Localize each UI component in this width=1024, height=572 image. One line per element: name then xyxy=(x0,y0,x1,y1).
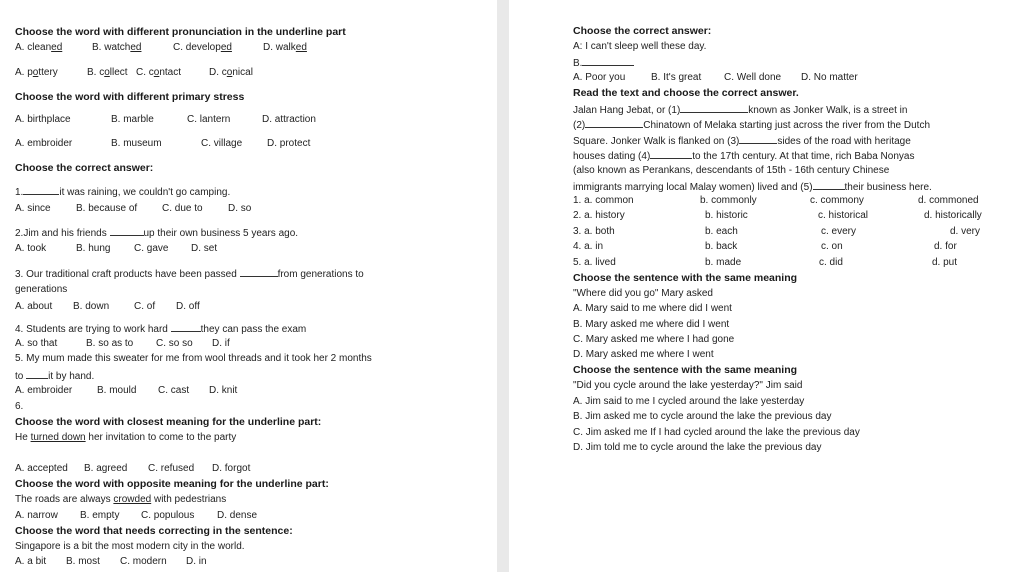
option-c: C. Well done xyxy=(724,72,782,83)
question-6-number: 6. xyxy=(15,401,24,412)
option-d: D. in xyxy=(186,556,207,567)
option-b: B. because of xyxy=(76,203,138,214)
dialog-line-b: B. xyxy=(573,56,634,70)
passage-line: Square. Jonker Walk is flanked on (3) sides of the road with heritage xyxy=(573,136,911,147)
option-row-3-c: c. every xyxy=(821,226,857,237)
question-4-text: 4. Students are trying to work hard they can pass the exam xyxy=(15,324,307,335)
option-b: B. mould xyxy=(97,385,137,396)
option-row-2-d: d. historically xyxy=(924,210,982,221)
answer-blank xyxy=(110,226,144,236)
passage-line: houses dating (4) to the 17th century. At that time, rich Baba Nonyas xyxy=(573,151,915,162)
option-a: A. a bit xyxy=(15,556,47,567)
answer-blank xyxy=(739,134,777,144)
option-a: A. took xyxy=(15,243,47,254)
option-a: A. accepted xyxy=(15,463,68,474)
dialog-line-a: A: I can't sleep well these day. xyxy=(573,41,707,52)
option-d: D. if xyxy=(212,338,230,349)
option-c: C. village xyxy=(201,138,243,149)
heading-stress: Choose the word with different primary stress xyxy=(15,91,245,103)
closest-meaning-sentence: He turned down her invitation to come to the party xyxy=(15,432,237,443)
question-5-text: 5. My mum made this sweater for me from wool threads and it took her 2 months xyxy=(15,353,372,364)
option-c: C. refused xyxy=(148,463,195,474)
option-b: B. watched xyxy=(92,42,142,53)
option-row-1-d: d. commoned xyxy=(918,195,979,206)
option-row-5-b: b. made xyxy=(705,257,742,268)
heading-pronunciation: Choose the word with different pronunciation in the underline part xyxy=(15,26,346,38)
option-d: D. Mary asked me where I went xyxy=(573,349,714,360)
option-c: C. populous xyxy=(141,510,195,521)
option-a: A. pottery xyxy=(15,67,58,78)
same-meaning-1-question: "Where did you go" Mary asked xyxy=(573,288,713,299)
option-a: A. so that xyxy=(15,338,58,349)
option-row-5-d: d. put xyxy=(932,257,958,268)
option-d: D. knit xyxy=(209,385,238,396)
option-d: D. so xyxy=(228,203,252,214)
option-c: C. due to xyxy=(162,203,203,214)
option-a: A. embroider xyxy=(15,138,73,149)
passage-line: immigrants marrying local Malay women) lived and (5) their business here. xyxy=(573,182,932,193)
question-3-text: 3. Our traditional craft products have been passed from generations to xyxy=(15,269,364,280)
option-b: B. marble xyxy=(111,114,154,125)
question-3-text-cont: generations xyxy=(15,284,68,295)
option-b: B. most xyxy=(66,556,100,567)
option-a: A. cleaned xyxy=(15,42,63,53)
answer-blank xyxy=(585,118,643,128)
passage-line: (2) Chinatown of Melaka starting just across the river from the Dutch xyxy=(573,120,931,131)
option-b: B. agreed xyxy=(84,463,128,474)
option-row-3-a: 3. a. both xyxy=(573,226,615,237)
worksheet-page-right xyxy=(509,0,1024,572)
option-row-3-d: d. very xyxy=(950,226,981,237)
answer-blank xyxy=(582,56,634,66)
option-b: B. Jim asked me to cycle around the lake the previous day xyxy=(573,411,832,422)
option-b: B. down xyxy=(73,301,110,312)
option-row-4-a: 4. a. in xyxy=(573,241,604,252)
option-row-1-c: c. commony xyxy=(810,195,864,206)
option-b: B. hung xyxy=(76,243,111,254)
option-b: B. collect xyxy=(87,67,128,78)
option-row-1-a: 1. a. common xyxy=(573,195,634,206)
option-row-5-c: c. did xyxy=(819,257,843,268)
option-d: D. set xyxy=(191,243,218,254)
heading-opposite-meaning: Choose the word with opposite meaning for the underline part: xyxy=(15,478,329,490)
option-row-2-a: 2. a. history xyxy=(573,210,625,221)
option-d: D. dense xyxy=(217,510,258,521)
option-c: C. cast xyxy=(158,385,190,396)
option-row-2-b: b. historic xyxy=(705,210,748,221)
heading-closest-meaning: Choose the word with closest meaning for the underline part: xyxy=(15,416,322,428)
option-d: D. Jim told me to cycle around the lake the previous day xyxy=(573,442,822,453)
answer-blank xyxy=(680,103,748,113)
option-d: D. conical xyxy=(209,67,253,78)
option-c: C. gave xyxy=(134,243,169,254)
heading-same-meaning-2: Choose the sentence with the same meaning xyxy=(573,364,798,376)
option-b: B. Mary asked me where did I went xyxy=(573,319,730,330)
option-c: C. of xyxy=(134,301,156,312)
option-d: D. attraction xyxy=(262,114,316,125)
option-row-4-c: c. on xyxy=(821,241,843,252)
question-1-text: 1. it was raining, we couldn't go camping. xyxy=(15,187,231,198)
heading-read-text: Read the text and choose the correct answer. xyxy=(573,87,799,99)
option-c: C. so so xyxy=(156,338,193,349)
option-c: C. Jim asked me If I had cycled around the lake the previous day xyxy=(573,427,860,438)
option-b: B. so as to xyxy=(86,338,134,349)
option-d: D. forgot xyxy=(212,463,251,474)
option-c: C. modern xyxy=(120,556,167,567)
option-c: C. developed xyxy=(173,42,232,53)
option-d: D. off xyxy=(176,301,200,312)
option-c: C. contact xyxy=(136,67,182,78)
option-row-2-c: c. historical xyxy=(818,210,869,221)
heading-correct-answer: Choose the correct answer: xyxy=(15,162,154,174)
option-a: A. since xyxy=(15,203,51,214)
option-a: A. narrow xyxy=(15,510,58,521)
option-a: A. birthplace xyxy=(15,114,71,125)
question-5-text-cont: to it by hand. xyxy=(15,371,95,382)
heading-same-meaning-1: Choose the sentence with the same meaning xyxy=(573,272,798,284)
option-row-3-b: b. each xyxy=(705,226,738,237)
option-b: B. It's great xyxy=(651,72,702,83)
option-row-4-d: d. for xyxy=(934,241,957,252)
same-meaning-2-question: "Did you cycle around the lake yesterday?" Jim said xyxy=(573,380,803,391)
option-row-1-b: b. commonly xyxy=(700,195,757,206)
option-row-5-a: 5. a. lived xyxy=(573,257,616,268)
option-a: A. Jim said to me I cycled around the lake yesterday xyxy=(573,396,805,407)
option-a: A. Poor you xyxy=(573,72,626,83)
worksheet-page-left xyxy=(0,0,497,572)
heading-needs-correcting: Choose the word that needs correcting in the sentence: xyxy=(15,525,293,537)
needs-correcting-sentence: Singapore is a bit the most modern city in the world. xyxy=(15,541,245,552)
answer-blank xyxy=(240,267,278,277)
heading-correct-answer-right: Choose the correct answer: xyxy=(573,25,712,37)
option-b: B. museum xyxy=(111,138,162,149)
option-c: C. lantern xyxy=(187,114,231,125)
answer-blank xyxy=(23,185,59,195)
answer-blank xyxy=(171,322,201,332)
option-d: D. No matter xyxy=(801,72,858,83)
option-a: A. about xyxy=(15,301,53,312)
option-a: A. Mary said to me where did I went xyxy=(573,303,732,314)
passage-line: Jalan Hang Jebat, or (1) known as Jonker Walk, is a street in xyxy=(573,105,908,116)
opposite-meaning-sentence: The roads are always crowded with pedestrians xyxy=(15,494,227,505)
answer-blank xyxy=(813,180,845,190)
option-d: D. walked xyxy=(263,42,307,53)
passage-line: (also known as Perankans, descendants of 15th - 16th century Chinese xyxy=(573,165,890,176)
answer-blank xyxy=(26,369,48,379)
option-c: C. Mary asked me where I had gone xyxy=(573,334,735,345)
option-row-4-b: b. back xyxy=(705,241,738,252)
option-b: B. empty xyxy=(80,510,120,521)
question-2-text: 2.Jim and his friends up their own business 5 years ago. xyxy=(15,228,299,239)
answer-blank xyxy=(650,149,692,159)
option-a: A. embroider xyxy=(15,385,73,396)
option-d: D. protect xyxy=(267,138,311,149)
